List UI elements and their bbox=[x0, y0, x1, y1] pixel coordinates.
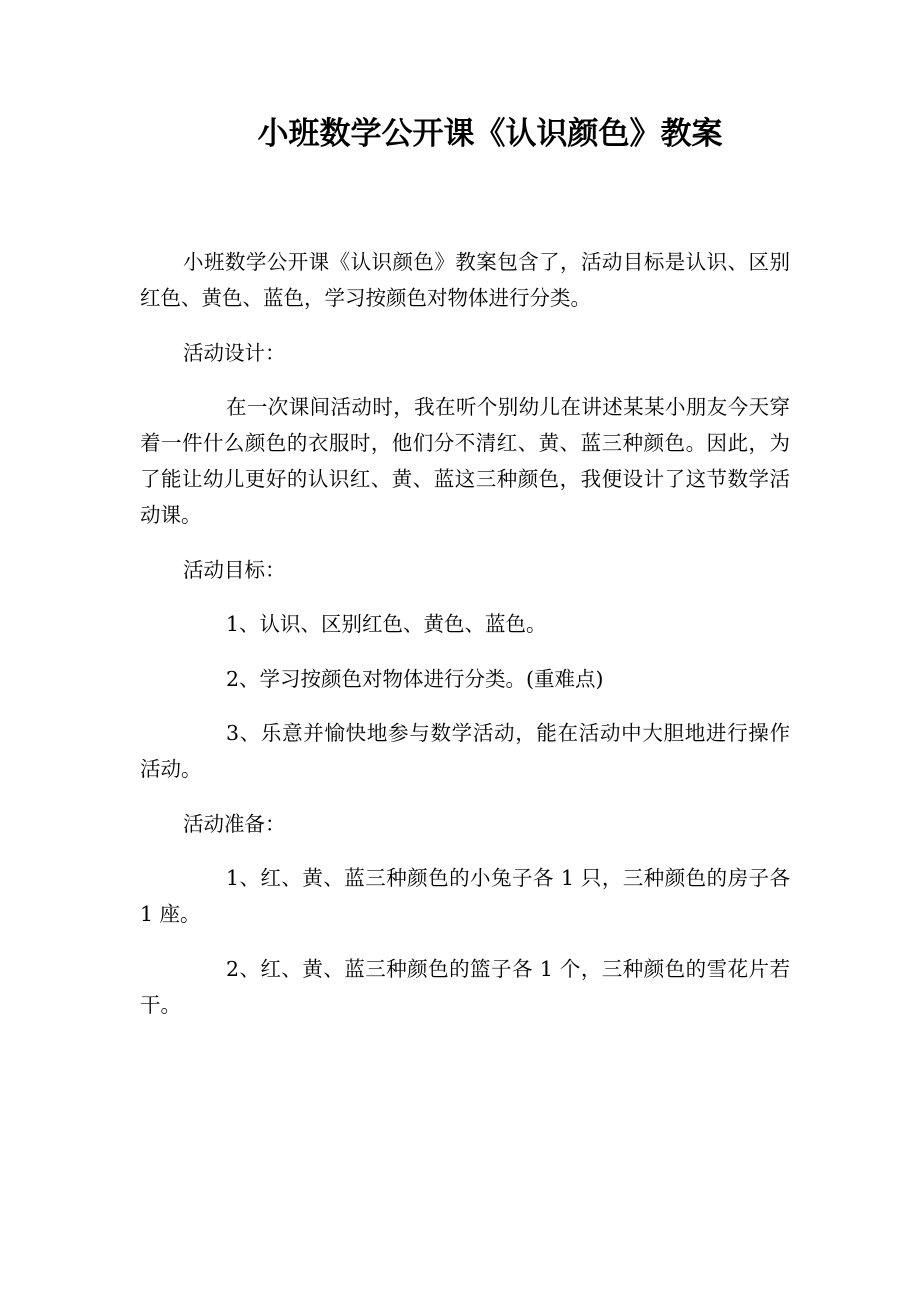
document-title: 小班数学公开课《认识颜色》教案 bbox=[257, 116, 723, 152]
section-heading-preparation: 活动准备： bbox=[183, 811, 286, 836]
intro-paragraph: 小班数学公开课《认识颜色》教案包含了，活动目标是认识、区别红色、黄色、蓝色，学习按颜色对物体进行分类。 bbox=[140, 250, 790, 310]
section-heading-goals: 活动目标： bbox=[183, 557, 286, 582]
section-heading-design: 活动设计： bbox=[183, 340, 286, 365]
document-body bbox=[140, 244, 790, 1041]
goal-item: 3、乐意并愉快地参与数学活动，能在活动中大胆地进行操作活动。 bbox=[140, 721, 790, 781]
preparation-item: 1、红、黄、蓝三种颜色的小兔子各 1 只，三种颜色的房子各 1 座。 bbox=[140, 866, 790, 926]
preparation-item: 2、红、黄、蓝三种颜色的篮子各 1 个，三种颜色的雪花片若干。 bbox=[140, 956, 790, 1017]
design-paragraph: 在一次课间活动时，我在听个别幼儿在讲述某某小朋友今天穿着一件什么颜色的衣服时，他们分不清红、黄、蓝三种颜色。因此，为了能让幼儿更好的认识红、黄、蓝这三种颜色，我便设计了这节数学活动课。 bbox=[140, 395, 790, 527]
goal-item: 1、认识、区别红色、黄色、蓝色。 bbox=[226, 612, 547, 636]
goal-item: 2、学习按颜色对物体进行分类。(重难点) bbox=[226, 666, 604, 691]
